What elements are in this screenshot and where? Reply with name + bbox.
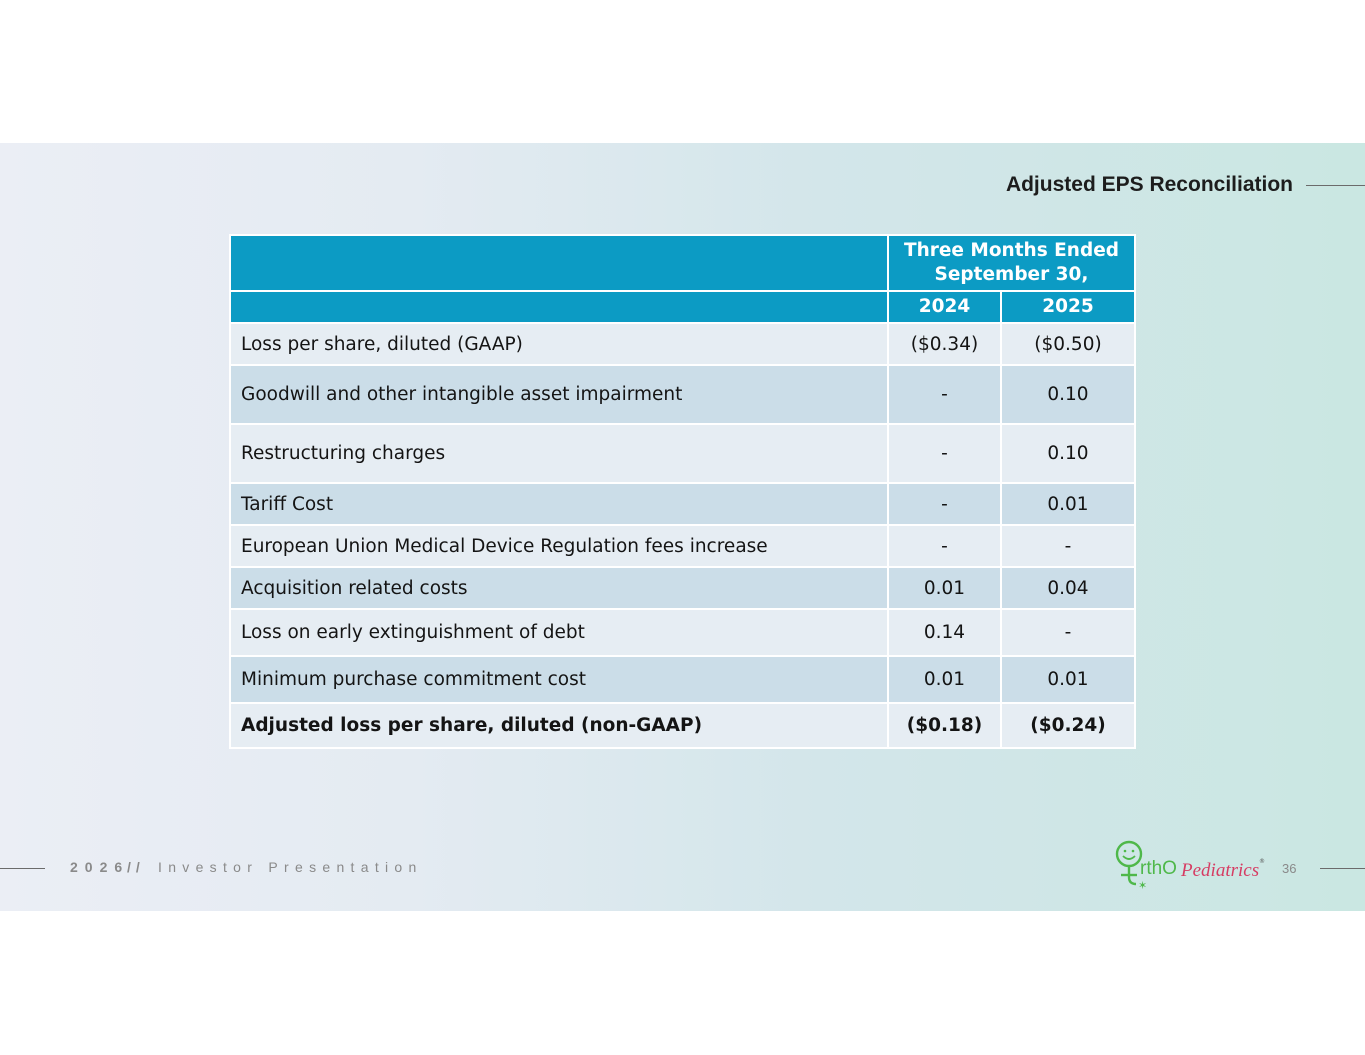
logo-face-eye	[1132, 850, 1135, 853]
table-row	[230, 323, 1135, 365]
row-label: Goodwill and other intangible asset impairment	[230, 365, 888, 424]
footer-label: Investor Presentation	[158, 859, 423, 875]
table-row	[230, 567, 1135, 609]
value-2025: 0.10	[1001, 424, 1135, 483]
page-number: 36	[1282, 861, 1297, 876]
table-row	[230, 656, 1135, 703]
row-label: Loss on early extinguishment of debt	[230, 609, 888, 656]
footer-rule-right	[1320, 868, 1365, 869]
table-row	[230, 609, 1135, 656]
value-2024: -	[888, 483, 1001, 525]
value-2025: 0.01	[1001, 483, 1135, 525]
orthopediatrics-logo	[1112, 837, 1272, 893]
value-2025: 0.04	[1001, 567, 1135, 609]
logo-registered: ®	[1259, 858, 1265, 865]
title-rule	[1306, 185, 1365, 186]
value-2025: ($0.50)	[1001, 323, 1135, 365]
logo-face-smile	[1123, 856, 1135, 859]
value-2025: -	[1001, 525, 1135, 567]
logo-face-eye	[1124, 850, 1127, 853]
row-label: Adjusted loss per share, diluted (non-GAAP)	[230, 703, 888, 748]
value-2025: -	[1001, 609, 1135, 656]
slide	[0, 143, 1365, 911]
table-row	[230, 365, 1135, 424]
year-header-2025: 2025	[1001, 291, 1135, 323]
row-label: Tariff Cost	[230, 483, 888, 525]
logo-star: ✶	[1138, 879, 1148, 892]
header-blank-cell	[230, 291, 888, 323]
value-2024: ($0.18)	[888, 703, 1001, 748]
table-row	[230, 483, 1135, 525]
value-2024: 0.01	[888, 567, 1001, 609]
value-2025: 0.10	[1001, 365, 1135, 424]
footer-year: 2026	[70, 859, 130, 875]
row-label: Acquisition related costs	[230, 567, 888, 609]
row-label: European Union Medical Device Regulation fees increase	[230, 525, 888, 567]
value-2024: -	[888, 365, 1001, 424]
logo-text-ortho: rthO	[1140, 858, 1177, 879]
logo-face-circle	[1117, 842, 1141, 866]
row-label: Loss per share, diluted (GAAP)	[230, 323, 888, 365]
year-header-2024: 2024	[888, 291, 1001, 323]
value-2024: 0.14	[888, 609, 1001, 656]
table-year-row	[230, 291, 1135, 323]
value-2024: 0.01	[888, 656, 1001, 703]
table-row	[230, 424, 1135, 483]
period-header: Three Months Ended September 30,	[888, 235, 1135, 291]
table-header-row	[230, 235, 1135, 291]
row-label: Minimum purchase commitment cost	[230, 656, 888, 703]
value-2024: ($0.34)	[888, 323, 1001, 365]
value-2025: 0.01	[1001, 656, 1135, 703]
value-2024: -	[888, 525, 1001, 567]
slide-title: Adjusted EPS Reconciliation	[1005, 173, 1293, 196]
footer-rule-left	[0, 868, 45, 869]
eps-reconciliation-table	[229, 234, 1136, 749]
value-2025: ($0.24)	[1001, 703, 1135, 748]
footer-separator: //	[127, 859, 145, 875]
logo-text-pediatrics: Pediatrics	[1181, 860, 1260, 881]
table-row	[230, 525, 1135, 567]
value-2024: -	[888, 424, 1001, 483]
table-row-total	[230, 703, 1135, 748]
row-label: Restructuring charges	[230, 424, 888, 483]
header-blank-cell	[230, 235, 888, 291]
